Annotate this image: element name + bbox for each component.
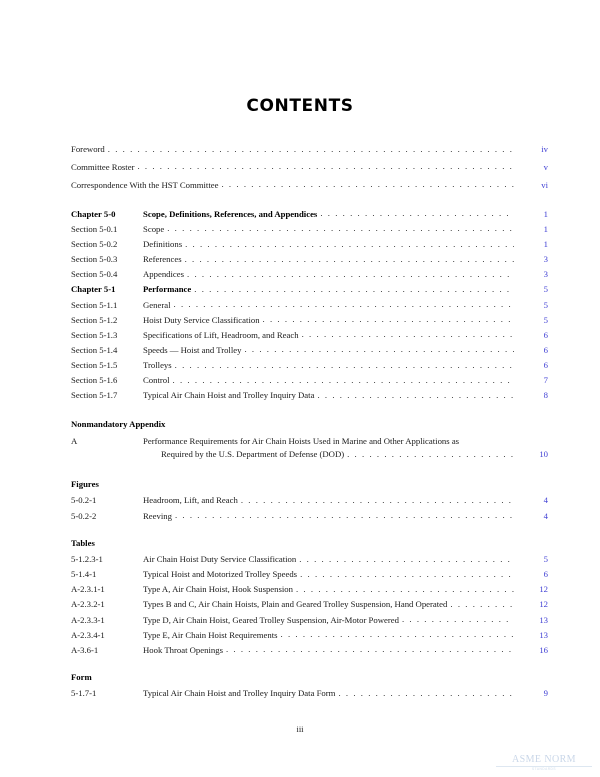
dot-leader <box>167 224 514 234</box>
toc-entry-label: Section 5-1.3 <box>71 329 118 340</box>
toc-entry-label: A-2.3.1-1 <box>71 584 105 595</box>
toc-entry-label: Section 5-1.2 <box>71 314 118 325</box>
toc-entry-title: Air Chain Hoist Duty Service Classification <box>143 554 297 565</box>
toc-entry-title: Definitions <box>143 239 183 250</box>
toc-entry-label: A-2.3.3-1 <box>71 614 105 625</box>
table-of-contents <box>71 145 548 704</box>
group-heading-form: Form <box>71 671 92 682</box>
toc-entry-foreword[interactable] <box>71 145 548 155</box>
toc-entry-section-5-1-2[interactable] <box>71 316 548 326</box>
toc-entry-title: Types B and C, Air Chain Hoists, Plain and Geared Trolley Suspension, Hand Operated <box>143 599 448 610</box>
toc-entry-title: Correspondence With the HST Committee <box>71 179 219 190</box>
toc-entry-title: Type E, Air Chain Hoist Requirements <box>143 629 278 640</box>
toc-entry-page: iv <box>541 144 548 154</box>
dot-leader <box>347 450 514 460</box>
toc-entry-section-5-0-3[interactable] <box>71 255 548 265</box>
toc-entry-title: Headroom, Lift, and Reach <box>143 495 238 506</box>
toc-entry-label: Section 5-1.6 <box>71 375 118 386</box>
toc-entry-page: 4 <box>543 495 548 506</box>
dot-leader <box>299 555 514 565</box>
toc-entry-page: 13 <box>539 614 548 625</box>
page-title: CONTENTS <box>246 96 354 116</box>
toc-entry-label: A <box>71 435 78 446</box>
toc-entry-figure-5-0-2-2[interactable] <box>71 512 548 522</box>
toc-entry-line-2 <box>71 450 548 460</box>
toc-entry-title: Trolleys <box>143 360 172 371</box>
dot-leader <box>185 255 514 265</box>
toc-entry-title: Reeving <box>143 510 172 521</box>
toc-entry-label: Section 5-0.1 <box>71 223 118 234</box>
toc-entry-page: 9 <box>543 688 548 699</box>
toc-entry-title: Control <box>143 375 170 386</box>
toc-entry-title: Specifications of Lift, Headroom, and Reach <box>143 329 299 340</box>
toc-entry-title-cont: Required by the U.S. Department of Defense (DOD) <box>161 449 345 460</box>
dot-leader <box>194 285 514 295</box>
toc-entry-page: 4 <box>543 510 548 521</box>
toc-entry-chapter-5-1[interactable] <box>71 285 548 295</box>
dot-leader <box>175 511 514 521</box>
toc-entry-page: 10 <box>539 449 548 460</box>
toc-entry-label: Chapter 5-1 <box>71 284 116 295</box>
toc-entry-label: 5-0.2-1 <box>71 495 97 506</box>
toc-entry-section-5-1-4[interactable] <box>71 346 548 356</box>
figures-section <box>71 479 548 521</box>
toc-entry-table-5-1-2-3-1[interactable] <box>71 555 548 565</box>
toc-entry-label: 5-0.2-2 <box>71 510 97 521</box>
toc-entry-title: Typical Hoist and Motorized Trolley Speeds <box>143 569 298 580</box>
dot-leader <box>320 209 514 219</box>
toc-entry-title: Typical Air Chain Hoist and Trolley Inquiry Data <box>143 390 315 401</box>
group-heading-tables: Tables <box>71 537 95 548</box>
dot-leader <box>402 615 514 625</box>
toc-entry-page: 8 <box>543 390 548 401</box>
toc-entry-section-5-0-4[interactable] <box>71 270 548 280</box>
toc-entry-page: 12 <box>539 599 548 610</box>
toc-entry-label: Section 5-0.4 <box>71 269 118 280</box>
toc-entry-page: 1 <box>543 239 548 250</box>
toc-entry-page: 3 <box>543 254 548 265</box>
dot-leader <box>244 345 514 355</box>
group-heading-appendix: Nonmandatory Appendix <box>71 419 166 430</box>
toc-entry-table-a-3-6-1[interactable] <box>71 646 548 656</box>
toc-entry-section-5-1-1[interactable] <box>71 301 548 311</box>
watermark-main-text: ASME NORM <box>512 753 576 765</box>
toc-entry-correspondence[interactable] <box>71 181 548 191</box>
asme-norm-watermark-logo <box>496 755 592 771</box>
dot-leader <box>281 630 514 640</box>
toc-entry-label: Section 5-1.4 <box>71 344 118 355</box>
toc-entry-label: Section 5-0.3 <box>71 254 118 265</box>
dot-leader <box>108 145 514 155</box>
form-section <box>71 672 548 699</box>
toc-entry-figure-5-0-2-1[interactable] <box>71 496 548 506</box>
dot-leader <box>185 240 514 250</box>
toc-entry-page: 16 <box>539 644 548 655</box>
toc-entry-section-5-0-1[interactable] <box>71 225 548 235</box>
dot-leader <box>317 391 514 401</box>
toc-entry-page: 1 <box>543 223 548 234</box>
dot-leader <box>302 330 514 340</box>
toc-entry-title: Scope <box>143 223 165 234</box>
toc-entry-section-5-1-5[interactable] <box>71 361 548 371</box>
toc-entry-page: 7 <box>543 375 548 386</box>
toc-entry-page: 5 <box>543 314 548 325</box>
toc-entry-chapter-5-0[interactable] <box>71 210 548 220</box>
watermark-sub-text: STANDARDS <box>532 766 556 771</box>
toc-entry-title: Appendices <box>143 269 185 280</box>
toc-entry-page: 3 <box>543 269 548 280</box>
front-matter-section <box>71 145 548 191</box>
toc-entry-title: Hook Throat Openings <box>143 644 223 655</box>
toc-entry-label: 5-1.7-1 <box>71 688 97 699</box>
toc-entry-section-5-0-2[interactable] <box>71 240 548 250</box>
dot-leader <box>221 180 514 190</box>
toc-entry-title: Foreword <box>71 144 105 154</box>
group-heading-figures: Figures <box>71 479 99 490</box>
section-gap <box>71 527 548 538</box>
toc-entry-line-1 <box>71 437 548 447</box>
dot-leader <box>137 162 514 172</box>
dot-leader <box>226 645 514 655</box>
toc-entry-section-5-1-3[interactable] <box>71 331 548 341</box>
toc-entry-label: Chapter 5-0 <box>71 208 116 219</box>
chapters-section <box>71 210 548 401</box>
toc-entry-page: 6 <box>543 569 548 580</box>
toc-entry-label: A-2.3.4-1 <box>71 629 105 640</box>
toc-entry-title: General <box>143 299 171 310</box>
dot-leader <box>338 689 514 699</box>
dot-leader <box>296 585 514 595</box>
toc-entry-label: Section 5-1.7 <box>71 390 118 401</box>
toc-entry-table-5-1-4-1[interactable] <box>71 570 548 580</box>
appendix-section <box>71 419 548 459</box>
toc-entry-title: Scope, Definitions, References, and Appendices <box>143 208 318 219</box>
dot-leader <box>174 300 515 310</box>
page-folio-number: iii <box>296 724 304 734</box>
toc-entry-page: 5 <box>543 299 548 310</box>
toc-entry-label: A-3.6-1 <box>71 644 99 655</box>
toc-entry-label: Section 5-1.5 <box>71 360 118 371</box>
toc-entry-title: Performance Requirements for Air Chain Hoists Used in Marine and Other Applications as <box>143 435 460 446</box>
toc-entry-page: 6 <box>543 360 548 371</box>
toc-entry-page: vi <box>541 179 548 190</box>
toc-entry-page: 6 <box>543 344 548 355</box>
toc-entry-label: 5-1.4-1 <box>71 569 97 580</box>
toc-entry-label: Section 5-0.2 <box>71 239 118 250</box>
dot-leader <box>450 600 514 610</box>
toc-entry-title: Type D, Air Chain Hoist, Geared Trolley Suspension, Air-Motor Powered <box>143 614 399 625</box>
toc-entry-page: 6 <box>543 329 548 340</box>
toc-entry-page: 5 <box>543 284 548 295</box>
toc-entry-section-5-1-7[interactable] <box>71 391 548 401</box>
toc-entry-appendix-a[interactable] <box>71 437 548 460</box>
toc-entry-committee-roster[interactable] <box>71 163 548 173</box>
dot-leader <box>241 496 514 506</box>
dot-leader <box>173 376 514 386</box>
toc-entry-title: Speeds — Hoist and Trolley <box>143 344 242 355</box>
toc-entry-table-a-2-3-4-1[interactable] <box>71 631 548 641</box>
toc-entry-label: 5-1.2.3-1 <box>71 554 103 565</box>
toc-entry-page: 1 <box>543 208 548 219</box>
section-gap <box>71 661 548 672</box>
toc-entry-title: Performance <box>143 284 192 295</box>
toc-entry-page: v <box>543 161 548 172</box>
toc-entry-form-5-1-7-1[interactable] <box>71 689 548 699</box>
toc-entry-table-a-2-3-3-1[interactable] <box>71 616 548 626</box>
dot-leader <box>175 361 514 371</box>
dot-leader <box>187 270 514 280</box>
toc-entry-section-5-1-6[interactable] <box>71 376 548 386</box>
section-gap <box>71 406 548 419</box>
toc-entry-title: References <box>143 254 182 265</box>
dot-leader <box>263 315 514 325</box>
toc-entry-title: Type A, Air Chain Hoist, Hook Suspension <box>143 584 293 595</box>
toc-entry-table-a-2-3-2-1[interactable] <box>71 600 548 610</box>
toc-entry-table-a-2-3-1-1[interactable] <box>71 585 548 595</box>
toc-entry-page: 12 <box>539 584 548 595</box>
toc-entry-label: Section 5-1.1 <box>71 299 118 310</box>
toc-entry-title: Hoist Duty Service Classification <box>143 314 260 325</box>
toc-entry-title: Typical Air Chain Hoist and Trolley Inquiry Data Form <box>143 688 336 699</box>
toc-entry-page: 13 <box>539 629 548 640</box>
tables-section <box>71 538 548 656</box>
dot-leader <box>300 570 514 580</box>
toc-entry-title: Committee Roster <box>71 161 135 172</box>
toc-entry-page: 5 <box>543 554 548 565</box>
toc-entry-label: A-2.3.2-1 <box>71 599 105 610</box>
section-gap <box>71 468 548 479</box>
